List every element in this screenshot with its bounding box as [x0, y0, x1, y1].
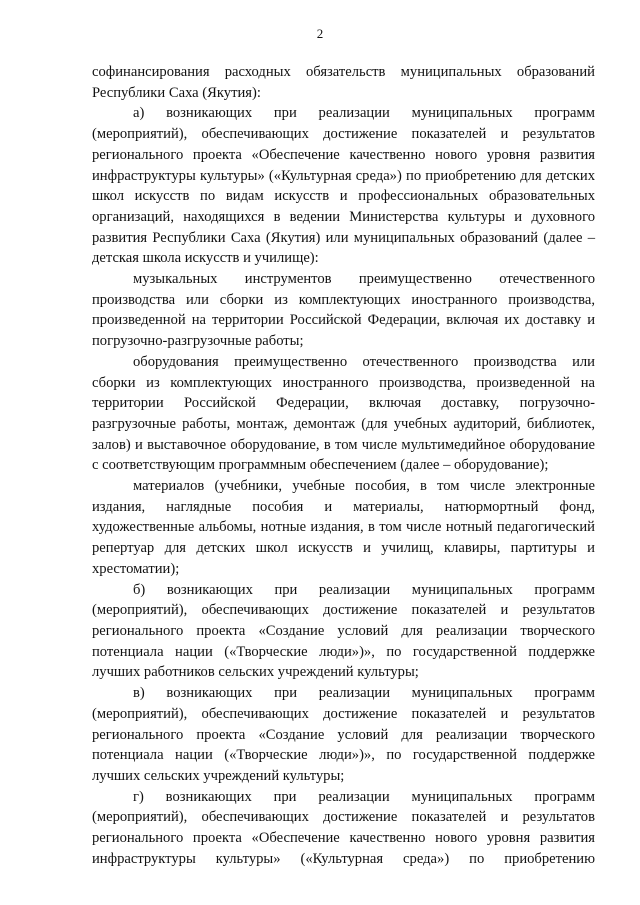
paragraph-equipment: оборудования преимущественно отечественного производства или сборки из комплектующих иностранного производства, произведенной на территории Российской Федерации, включая доставку, погрузочно-разгрузочные работы, монтаж, демонтаж (для учебных аудиторий, библиотек, залов) и выставочное оборудование, в том числе мультимедийное оборудование с соответствующим программным обеспечением (далее – оборудование);: [92, 353, 595, 474]
paragraph-intro: софинансирования расходных обязательств муниципальных образований Республики Саха (Якутия):: [92, 64, 595, 101]
paragraph-item-b: б) возникающих при реализации муниципальных программ (мероприятий), обеспечивающих достижение показателей и результатов регионального проекта «Создание условий для реализации творческого потенциала нации («Творческие люди»)», по государственной поддержке лучших работников сельских учреждений культуры;: [92, 581, 595, 681]
paragraph-item-g: г) возникающих при реализации муниципальных программ (мероприятий), обеспечивающих достижение показателей и результатов регионального проекта «Обеспечение качественно нового уровня развития инфраструктуры культуры» («Культурная среда») по приобретению: [92, 788, 595, 867]
paragraph-materials: материалов (учебники, учебные пособия, в том числе электронные издания, наглядные пособия и материалы, натюрмортный фонд, художественные альбомы, нотные издания, в том числе нотный педагогический репертуар для детских школ искусств и училищ, клавиры, партитуры и хрестоматии);: [92, 478, 595, 577]
paragraph-musical-instruments: музыкальных инструментов преимущественно отечественного производства или сборки из комплектующих иностранного производства, произведенной на территории Российской Федерации, включая их доставку и погрузочно-разгрузочные работы;: [92, 271, 595, 350]
paragraph-item-a: а) возникающих при реализации муниципальных программ (мероприятий), обеспечивающих достижение показателей и результатов регионального проекта «Обеспечение качественно нового уровня развития инфраструктуры культуры» («Культурная среда») по приобретению для детских школ искусств по видам искусств и профессиональных образовательных организаций, находящихся в ведении Министерства культуры и духовного развития Республики Саха (Якутия) или муниципальных образований (далее – детская школа искусств и училище):: [92, 105, 595, 267]
paragraph-item-v: в) возникающих при реализации муниципальных программ (мероприятий), обеспечивающих достижение показателей и результатов регионального проекта «Создание условий для реализации творческого потенциала нации («Творческие люди»)», по государственной поддержке лучших сельских учреждений культуры;: [92, 685, 595, 784]
page-number: 2: [316, 26, 324, 41]
document-body: [92, 62, 595, 869]
